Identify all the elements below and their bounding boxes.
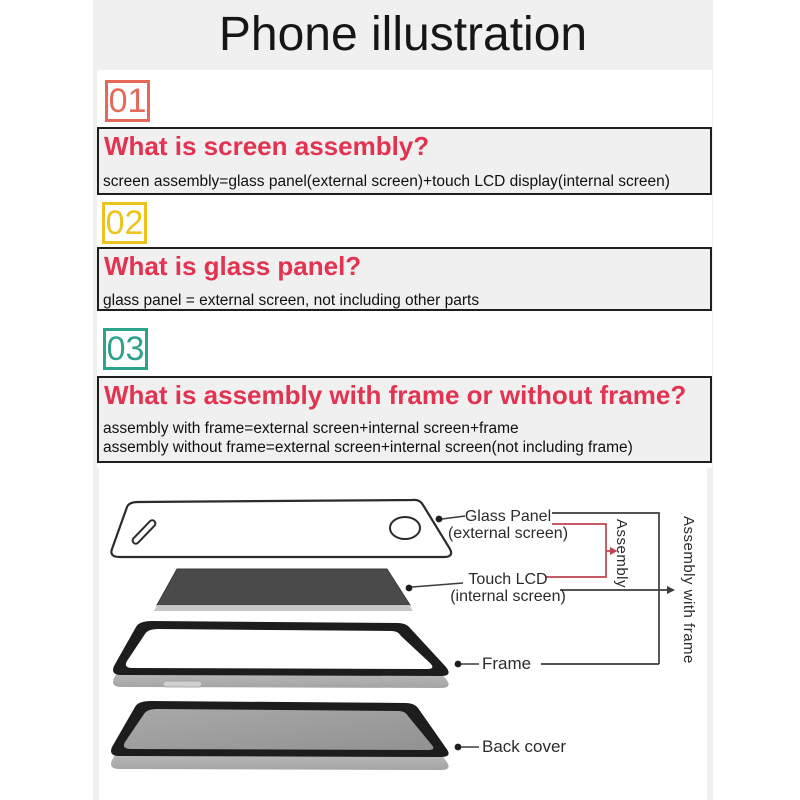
section-badge-03: 03 <box>103 328 148 370</box>
touch-lcd-shape <box>154 569 413 611</box>
page-title: Phone illustration <box>218 8 588 61</box>
touch-lcd-label <box>443 571 573 605</box>
assembly-with-frame-label: Assembly with frame <box>680 516 697 664</box>
touch-lcd-label-line2: (internal screen) <box>450 588 566 605</box>
frame-leader-dot <box>455 661 462 668</box>
assembly-with-frame-arrowhead-icon <box>667 586 675 594</box>
glass-panel-leader-dot <box>436 516 443 523</box>
question-heading-2: What is glass panel? <box>104 251 362 281</box>
touch-lcd-leader-dot <box>406 585 413 592</box>
back-cover-label: Back cover <box>482 737 567 756</box>
assembly-label: Assembly <box>613 519 630 589</box>
question-body-1-line1: screen assembly=glass panel(external screen)+touch LCD display(internal screen) <box>103 173 670 190</box>
glass-panel-label <box>443 508 573 542</box>
question-box-2 <box>97 247 712 311</box>
question-heading-3: What is assembly with frame or without frame? <box>104 380 687 410</box>
phone-exploded-diagram <box>99 468 707 800</box>
glass-panel-label-line1: Glass Panel <box>464 508 552 525</box>
back-cover-leader-dot <box>455 744 462 751</box>
frame-port-slot-icon <box>163 681 202 687</box>
glass-panel-label-line2: (external screen) <box>447 525 569 542</box>
frame-label: Frame <box>482 654 532 673</box>
question-body-3-line2: assembly without frame=external screen+internal screen(not including frame) <box>103 439 633 456</box>
question-body-3-line1: assembly with frame=external screen+internal screen+frame <box>103 420 519 437</box>
question-body-2-line1: glass panel = external screen, not including other parts <box>103 292 480 309</box>
question-heading-1: What is screen assembly? <box>104 131 430 161</box>
section-badge-02: 02 <box>102 202 147 244</box>
home-button-icon <box>390 517 420 539</box>
question-box-1 <box>97 127 712 195</box>
glass-panel-shape <box>111 500 451 557</box>
section-badge-01: 01 <box>105 80 150 122</box>
touch-lcd-label-line1: Touch LCD <box>468 571 548 588</box>
frame-shape <box>113 621 449 688</box>
question-box-3 <box>97 376 712 463</box>
back-cover-shape <box>111 701 449 770</box>
